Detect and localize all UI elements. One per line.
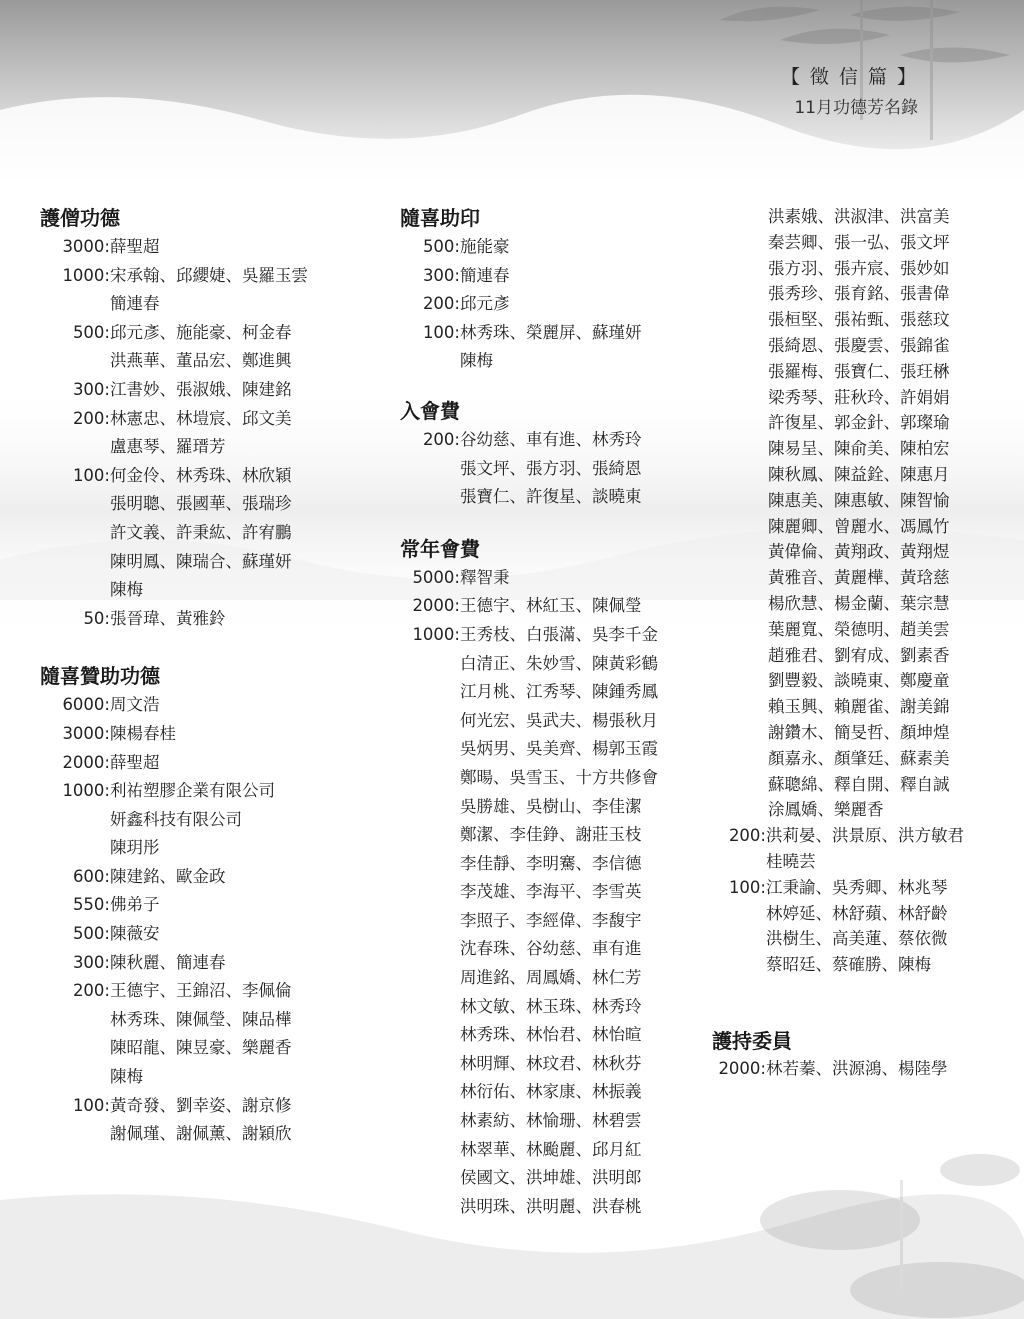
donor-names bbox=[110, 376, 292, 405]
donor-line: 張羅梅、張寶仁、張玨楙 bbox=[768, 361, 950, 381]
donor-names bbox=[110, 405, 292, 462]
donor-line: 林翠華、林颱麗、邱月紅 bbox=[460, 1139, 642, 1159]
donor-line: 陳梅 bbox=[110, 580, 143, 600]
donor-line: 周進銘、周鳳嬌、林仁芳 bbox=[460, 968, 642, 988]
donation-rows bbox=[712, 1056, 1012, 1082]
donor-line: 陳梅 bbox=[110, 1067, 143, 1087]
donor-names bbox=[110, 863, 226, 892]
section-s1 bbox=[40, 203, 370, 633]
donor-line: 張方羽、張卉宸、張妙如 bbox=[768, 258, 950, 278]
donor-line: 佛弟子 bbox=[110, 895, 160, 915]
donor-names bbox=[110, 1092, 292, 1149]
column-left bbox=[40, 203, 370, 1149]
donation-amount: 200: bbox=[422, 294, 460, 314]
donor-line: 白清正、朱妙雪、陳黃彩鶴 bbox=[460, 653, 658, 673]
donor-names bbox=[110, 977, 292, 1091]
donor-line: 顏嘉永、顏肇廷、蘇素美 bbox=[768, 748, 950, 768]
section-s2 bbox=[40, 661, 370, 1149]
donation-amount: 300: bbox=[72, 379, 110, 399]
donor-line: 鄭潔、李佳錚、謝莊玉枝 bbox=[460, 825, 642, 845]
donor-line: 洪燕華、董品宏、鄭進興 bbox=[110, 351, 292, 371]
donor-line: 何光宏、吳武夫、楊張秋月 bbox=[460, 710, 658, 730]
donation-amount: 300: bbox=[72, 952, 110, 972]
donor-names bbox=[766, 823, 964, 875]
donor-line: 林明輝、林玟君、林秋芬 bbox=[460, 1053, 642, 1073]
donation-row bbox=[40, 749, 370, 778]
donor-line: 陳薇安 bbox=[110, 924, 160, 944]
donor-line: 張文坪、張方羽、張綺恩 bbox=[460, 458, 642, 478]
donor-names bbox=[460, 290, 510, 319]
donor-line: 張桓堅、張祐甄、張慈玟 bbox=[768, 310, 950, 330]
donor-line: 陳昭龍、陳昱豪、樂麗香 bbox=[110, 1038, 292, 1058]
donor-names bbox=[110, 462, 292, 605]
donor-line: 林婷延、林舒蘋、林舒齡 bbox=[766, 903, 948, 923]
donation-row bbox=[400, 564, 730, 593]
donor-line: 施能豪 bbox=[460, 237, 510, 256]
donor-names bbox=[460, 621, 658, 1221]
donor-line: 陳玥彤 bbox=[110, 838, 160, 858]
donor-line: 林秀珠、陳佩瑩、陳品樺 bbox=[110, 1009, 292, 1029]
page-header bbox=[781, 62, 918, 118]
section-s5 bbox=[400, 534, 730, 1222]
section-s6 bbox=[712, 1026, 1012, 1082]
donation-amount: 200: bbox=[728, 826, 766, 846]
donor-names bbox=[110, 777, 275, 863]
donation-row bbox=[40, 319, 370, 376]
donation-amount: 200: bbox=[72, 981, 110, 1001]
donation-amount: 100: bbox=[72, 1095, 110, 1115]
donation-rows bbox=[40, 233, 370, 633]
donor-line: 張寶仁、許復星、談曉東 bbox=[460, 487, 642, 507]
donor-names bbox=[110, 949, 226, 978]
donor-line: 趙雅君、劉宥成、劉素香 bbox=[768, 645, 950, 665]
donation-rows bbox=[712, 823, 1012, 978]
donor-line: 李佳靜、李明騫、李信德 bbox=[460, 853, 642, 873]
donation-rows bbox=[40, 691, 370, 1149]
donation-amount: 200: bbox=[422, 429, 460, 449]
donor-names bbox=[460, 233, 510, 262]
donation-amount: 2000: bbox=[718, 1058, 766, 1078]
section-title: 護僧功德 bbox=[40, 206, 120, 230]
donor-line: 陳梅 bbox=[460, 351, 493, 371]
donation-amount: 300: bbox=[422, 265, 460, 285]
section-title: 入會費 bbox=[400, 398, 460, 423]
donor-line: 簡連春 bbox=[460, 265, 510, 285]
donor-names bbox=[110, 691, 160, 720]
donation-row bbox=[400, 319, 730, 376]
donation-row bbox=[40, 462, 370, 605]
donor-names bbox=[110, 720, 176, 749]
donation-rows bbox=[400, 564, 730, 1222]
donor-names bbox=[110, 319, 292, 376]
donor-line: 妍鑫科技有限公司 bbox=[110, 809, 242, 829]
donor-line: 楊欣慧、楊金蘭、葉宗慧 bbox=[768, 593, 950, 613]
donation-row bbox=[40, 777, 370, 863]
donor-line: 谷幼慈、車有進、林秀玲 bbox=[460, 429, 642, 449]
donor-line: 鄭暘、吳雪玉、十方共修會 bbox=[460, 767, 658, 787]
donor-names bbox=[110, 605, 226, 634]
donor-line: 周文浩 bbox=[110, 695, 160, 715]
donation-row bbox=[40, 405, 370, 462]
donor-line: 陳建銘、歐金政 bbox=[110, 866, 226, 886]
donor-line: 黃偉倫、黃翔政、黃翔煜 bbox=[768, 542, 950, 562]
donor-line: 林秀珠、榮麗屏、蘇瑾妍 bbox=[460, 322, 642, 342]
donor-line: 劉豐毅、談曉東、鄭慶童 bbox=[768, 671, 950, 691]
donor-line: 謝鑽木、簡旻哲、顏坤煌 bbox=[768, 722, 950, 742]
donor-line: 江月桃、江秀琴、陳鍾秀鳳 bbox=[460, 682, 658, 702]
donor-line: 李茂雄、李海平、李雪英 bbox=[460, 882, 642, 902]
donation-amount: 1000: bbox=[62, 265, 110, 285]
donation-row bbox=[40, 920, 370, 949]
donation-amount: 5000: bbox=[412, 567, 460, 587]
donation-row bbox=[40, 720, 370, 749]
donor-line: 張綺恩、張慶雲、張錦雀 bbox=[768, 335, 950, 355]
donation-row bbox=[40, 949, 370, 978]
donation-row bbox=[40, 1092, 370, 1149]
donor-line: 陳麗卿、曾麗水、馮鳳竹 bbox=[768, 516, 950, 536]
donor-line: 許文義、許秉紘、許宥鵬 bbox=[110, 522, 292, 542]
section-label: 【 徵 信 篇 】 bbox=[780, 66, 918, 88]
donor-line: 張明聰、張國華、張瑞珍 bbox=[110, 494, 292, 514]
donor-line: 賴玉興、賴麗雀、謝美錦 bbox=[768, 697, 950, 717]
donor-line: 王德宇、林紅玉、陳佩瑩 bbox=[460, 596, 642, 616]
section-title: 隨喜贊助功德 bbox=[40, 664, 160, 689]
donor-line: 吳炳男、吳美齊、楊郭玉霞 bbox=[460, 739, 658, 759]
donor-names bbox=[460, 592, 642, 621]
donation-row bbox=[40, 376, 370, 405]
donation-amount: 100: bbox=[422, 322, 460, 342]
donor-names bbox=[460, 426, 642, 512]
donor-line: 謝佩瑾、謝佩薰、謝穎欣 bbox=[110, 1124, 292, 1144]
donor-line: 薛聖超 bbox=[110, 752, 160, 772]
donor-names bbox=[460, 262, 510, 291]
donor-line: 黃奇發、劉幸姿、謝京修 bbox=[110, 1095, 292, 1115]
donor-line: 林素紡、林愉珊、林碧雲 bbox=[460, 1111, 642, 1131]
donation-amount: 600: bbox=[72, 866, 110, 886]
donor-line: 蘇聰綿、釋自開、釋自誠 bbox=[768, 774, 950, 794]
donor-line: 陳秋鳳、陳益銓、陳惠月 bbox=[768, 464, 950, 484]
donation-row bbox=[40, 891, 370, 920]
donation-row bbox=[40, 233, 370, 262]
donor-line: 王德宇、王錦沼、李佩倫 bbox=[110, 981, 292, 1001]
donor-line: 黃雅音、黃麗樺、黃琀慈 bbox=[768, 568, 950, 588]
donation-row bbox=[40, 262, 370, 319]
donor-line: 林憲忠、林塏宸、邱文美 bbox=[110, 408, 292, 428]
donation-amount: 100: bbox=[72, 465, 110, 485]
donor-line: 宋承翰、邱纓婕、吳羅玉雲 bbox=[110, 265, 308, 285]
donor-line: 許復星、郭金針、郭璨瑜 bbox=[768, 413, 950, 433]
section-s5-continued bbox=[712, 204, 1012, 823]
donation-row bbox=[400, 233, 730, 262]
donor-line: 梁秀琴、莊秋玲、許娟娟 bbox=[768, 387, 950, 407]
donor-names bbox=[110, 920, 160, 949]
donation-row bbox=[40, 977, 370, 1091]
donor-line: 陳秋麗、簡連春 bbox=[110, 952, 226, 972]
donation-amount: 500: bbox=[422, 237, 460, 256]
donation-row bbox=[400, 426, 730, 512]
donor-line: 秦芸卿、張一弘、張文坪 bbox=[768, 232, 950, 252]
page-title: 11月功德芳名錄 bbox=[794, 98, 918, 118]
donor-line: 沈春珠、谷幼慈、車有進 bbox=[460, 939, 642, 959]
donor-line: 林文敏、林玉珠、林秀玲 bbox=[460, 996, 642, 1016]
donation-row bbox=[40, 863, 370, 892]
donor-names bbox=[460, 319, 642, 376]
section-title: 隨喜助印 bbox=[400, 206, 480, 230]
donor-line: 桂曉芸 bbox=[766, 851, 816, 871]
donation-rows bbox=[400, 426, 730, 512]
donor-line: 江秉諭、吳秀卿、林兆琴 bbox=[766, 877, 948, 897]
donor-line: 利祐塑膠企業有限公司 bbox=[110, 781, 275, 801]
donor-line: 蔡昭廷、蔡確勝、陳梅 bbox=[766, 955, 931, 975]
donor-line: 林秀珠、林怡君、林怡暄 bbox=[460, 1025, 642, 1045]
donation-row bbox=[400, 262, 730, 291]
donation-row bbox=[400, 592, 730, 621]
donor-line: 洪樹生、高美蓮、蔡依微 bbox=[766, 929, 948, 949]
donation-amount: 1000: bbox=[62, 781, 110, 801]
donor-line: 江書妙、張淑娥、陳建銘 bbox=[110, 379, 292, 399]
donor-names bbox=[110, 749, 160, 778]
donor-line: 洪明珠、洪明麗、洪春桃 bbox=[460, 1196, 642, 1216]
donation-amount: 2000: bbox=[412, 596, 460, 616]
donor-line: 林若蓁、洪源鴻、楊陸學 bbox=[766, 1058, 948, 1078]
donor-line: 葉麗寬、榮德明、趙美雲 bbox=[768, 619, 950, 639]
donor-names bbox=[110, 891, 160, 920]
donation-row bbox=[40, 691, 370, 720]
donor-names bbox=[766, 875, 948, 978]
donation-amount: 1000: bbox=[412, 624, 460, 644]
donation-row bbox=[712, 823, 1012, 875]
donation-amount: 6000: bbox=[62, 695, 110, 715]
donation-row bbox=[712, 1056, 1012, 1082]
donor-line: 吳勝雄、吳樹山、李佳潔 bbox=[460, 796, 642, 816]
section-title: 常年會費 bbox=[400, 536, 480, 561]
donor-line: 陳惠美、陳惠敏、陳智愉 bbox=[768, 490, 950, 510]
donation-amount: 550: bbox=[72, 895, 110, 915]
donor-line: 陳楊春桂 bbox=[110, 723, 176, 743]
donor-line: 釋智秉 bbox=[460, 567, 510, 587]
donor-line: 盧惠琴、羅瑨芳 bbox=[110, 437, 226, 457]
donor-line: 邱元彥 bbox=[460, 294, 510, 314]
donor-names bbox=[110, 233, 160, 262]
donation-row bbox=[400, 621, 730, 1221]
donor-line: 邱元彥、施能豪、柯金春 bbox=[110, 322, 292, 342]
donation-amount: 3000: bbox=[62, 723, 110, 743]
donation-amount: 50: bbox=[83, 608, 110, 628]
donation-row bbox=[40, 605, 370, 634]
donor-line: 陳易呈、陳俞美、陳柏宏 bbox=[768, 439, 950, 459]
donor-line: 林衍佑、林家康、林振義 bbox=[460, 1082, 642, 1102]
donor-names bbox=[766, 1056, 948, 1082]
column-right bbox=[712, 204, 1012, 1082]
donor-line: 薛聖超 bbox=[110, 237, 160, 256]
donation-rows bbox=[400, 233, 730, 376]
section-s3 bbox=[400, 203, 730, 376]
donation-row bbox=[400, 290, 730, 319]
donation-amount: 100: bbox=[728, 877, 766, 897]
donation-row bbox=[712, 875, 1012, 978]
donor-line: 張秀珍、張育銘、張書偉 bbox=[768, 284, 950, 304]
donor-line: 王秀枝、白張滿、吳李千金 bbox=[460, 624, 658, 644]
donor-names bbox=[110, 262, 308, 319]
donation-amount: 500: bbox=[72, 924, 110, 944]
donor-line: 何金伶、林秀珠、林欣穎 bbox=[110, 465, 292, 485]
donation-amount: 2000: bbox=[62, 752, 110, 772]
donation-amount: 500: bbox=[72, 322, 110, 342]
donation-amount: 3000: bbox=[62, 237, 110, 256]
donor-line: 涂鳳嬌、樂麗香 bbox=[768, 800, 884, 820]
donor-line: 張晉瑋、黃雅鈴 bbox=[110, 608, 226, 628]
section-s4 bbox=[400, 396, 730, 512]
donor-line: 侯國文、洪坤雄、洪明郎 bbox=[460, 1168, 642, 1188]
donor-line: 李照子、李經偉、李馥宇 bbox=[460, 910, 642, 930]
section-title: 護持委員 bbox=[712, 1028, 792, 1053]
donor-line: 簡連春 bbox=[110, 294, 160, 314]
donor-names bbox=[460, 564, 510, 593]
donor-line: 陳明鳳、陳瑞合、蘇瑾妍 bbox=[110, 551, 292, 571]
section-s5-continued-rows bbox=[712, 823, 1012, 978]
donation-amount: 200: bbox=[72, 408, 110, 428]
donor-line: 洪素娥、洪淑津、洪富美 bbox=[768, 207, 950, 226]
column-middle bbox=[400, 203, 730, 1221]
donor-line: 洪莉晏、洪景原、洪方敏君 bbox=[766, 826, 964, 846]
